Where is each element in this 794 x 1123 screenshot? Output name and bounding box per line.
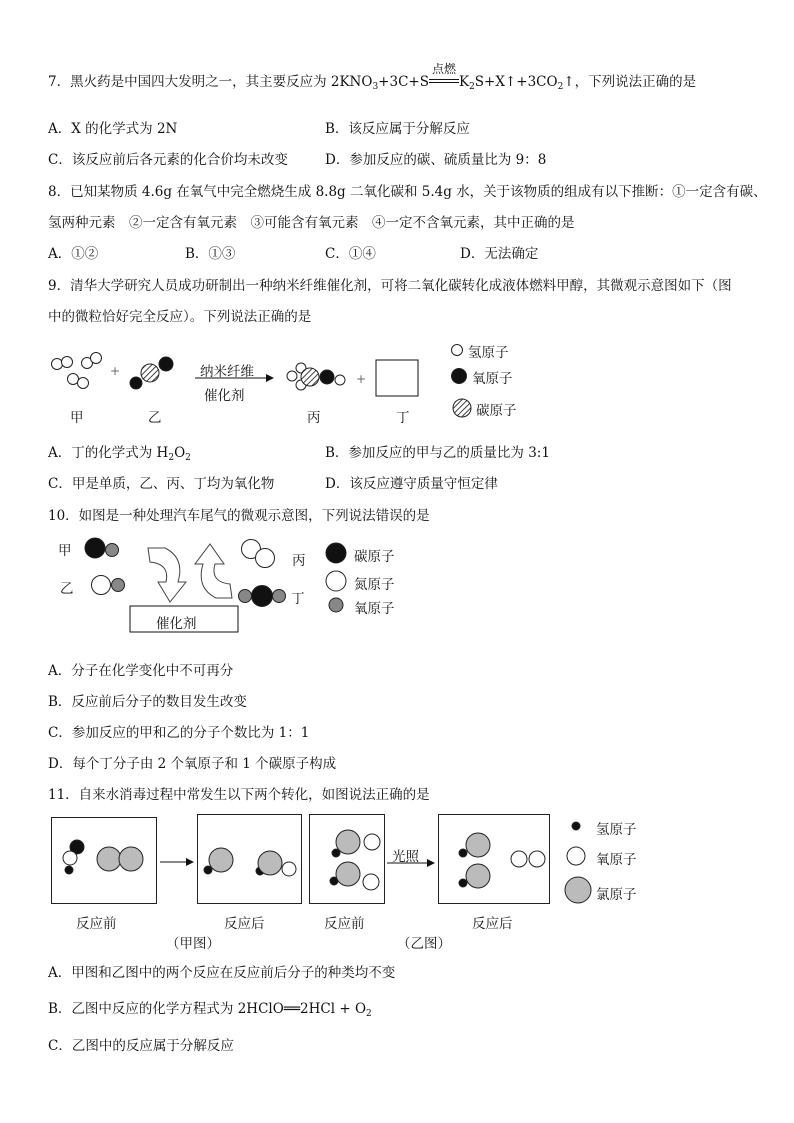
legend-oxygen-icon — [567, 847, 585, 865]
condition-label: 点燃 — [431, 62, 456, 76]
arrow-head — [186, 858, 194, 866]
q10-stem: 10．如图是一种处理汽车尾气的微观示意图，下列说法错误的是 — [48, 508, 430, 524]
q9-label-jia: 甲 — [70, 410, 84, 426]
q9-legend-hydrogen: 氢原子 — [468, 345, 509, 361]
q11-yi-before-molecules — [330, 830, 380, 890]
q7-stem-part: +3C+S — [378, 74, 429, 90]
q7-stem-part: S+X↑+3CO — [474, 74, 558, 90]
q11-light-label: 光照 — [392, 849, 419, 865]
q9-product-ding-box — [376, 360, 418, 396]
q10-label-yi: 乙 — [60, 581, 74, 597]
q7-stem-part: 7．黑火药是中国四大发明之一，其主要反应为 2KNO — [48, 74, 373, 90]
q10-product-ding — [239, 586, 286, 607]
q8-option-a: A．①② — [48, 246, 99, 262]
q10-reactant-jia — [85, 538, 119, 558]
ignite-condition — [429, 62, 459, 90]
q10-label-ding: 丁 — [291, 591, 305, 607]
q11-option-b — [48, 997, 372, 1019]
q9-catalyst-top: 纳米纤维 — [200, 364, 254, 380]
subscript: 2 — [366, 1009, 372, 1019]
q9-label-bing: 丙 — [307, 410, 321, 426]
q10-option-c: C．参加反应的甲和乙的分子个数比为 1：1 — [48, 725, 310, 741]
q9-option-c: C．甲是单质，乙、丙、丁均为氧化物 — [48, 476, 275, 492]
q7-stem-part: ↑，下列说法正确的是 — [563, 74, 697, 90]
q9-reactant-yi — [130, 357, 173, 389]
subscript: 3 — [372, 82, 379, 92]
legend-hydrogen-icon — [572, 822, 580, 830]
q11-after-2: 反应后 — [472, 916, 513, 932]
q10-catalyst-label: 催化剂 — [156, 616, 197, 632]
q8-option-d: D．无法确定 — [460, 246, 539, 262]
q10-option-b: B．反应前后分子的数目发生改变 — [48, 694, 247, 710]
q9-option-d: D．该反应遵守质量守恒定律 — [325, 476, 498, 492]
q9-product-bing — [287, 363, 345, 390]
q10-product-bing — [242, 540, 275, 568]
q10-legend-oxygen: 氧原子 — [354, 601, 395, 617]
q9-stem-line1: 9．清华大学研究人员成功研制出一种纳米纤维催化剂，可将二氧化碳转化成液体燃料甲醇，其微观示意图如下（图 — [48, 278, 732, 294]
q7-option-d: D．参加反应的碳、硫质量比为 9：8 — [325, 152, 547, 168]
q10-label-jia: 甲 — [58, 543, 72, 559]
legend-nitrogen-icon — [326, 571, 346, 591]
q9-legend-carbon: 碳原子 — [476, 403, 517, 419]
q9-label-ding: 丁 — [396, 410, 410, 426]
curved-arrow-icon — [195, 544, 232, 598]
plus-sign: + — [356, 372, 367, 386]
q11-jia-before-molecules — [63, 840, 143, 874]
arrow-head — [427, 859, 435, 867]
q11-caption-jia: （甲图） — [166, 936, 220, 952]
q10-option-a: A．分子在化学变化中不可再分 — [48, 663, 234, 679]
curved-arrow-icon — [148, 548, 186, 602]
q9-stem-line2: 中的微粒恰好完全反应）。下列说法正确的是 — [48, 309, 312, 325]
q11-stem: 11．自来水消毒过程中常发生以下两个转化，如图说法正确的是 — [48, 787, 430, 803]
q10-label-bing: 丙 — [292, 553, 306, 569]
q9-option-a — [48, 441, 191, 463]
q8-option-b: B．①③ — [185, 246, 236, 262]
q11-legend-oxygen: 氧原子 — [596, 852, 637, 868]
q8-stem-line1: 8．已知某物质 4.6g 在氧气中完全燃烧生成 8.8g 二氧化碳和 5.4g 水，关于该物质的组成有以下推断：①一定含有碳、 — [48, 184, 767, 200]
legend-carbon-icon — [326, 543, 346, 563]
q9-option-a-text: O — [174, 445, 186, 461]
q7-option-b: B．该反应属于分解反应 — [325, 121, 470, 137]
q11-legend-chlorine: 氯原子 — [596, 887, 637, 903]
q11-caption-yi: （乙图） — [397, 936, 451, 952]
q11-jia-after-molecules — [204, 848, 296, 876]
legend-oxygen-icon — [329, 598, 343, 612]
q7-option-a: A．X 的化学式为 2N — [48, 121, 178, 137]
q9-label-yi: 乙 — [148, 410, 162, 426]
q10-reactant-yi — [92, 576, 125, 595]
q11-option-b-text: B．乙图中反应的化学方程式为 2HClO══2HCl + O — [48, 1001, 367, 1017]
subscript: 2 — [469, 82, 475, 92]
q11-legend-hydrogen: 氢原子 — [596, 822, 637, 838]
plus-sign: + — [110, 364, 121, 378]
q10-diagram — [0, 530, 794, 640]
q10-legend-nitrogen: 氮原子 — [354, 577, 395, 593]
legend-hydrogen-icon — [452, 345, 463, 356]
q10-option-d: D．每个丁分子由 2 个氧原子和 1 个碳原子构成 — [48, 756, 337, 772]
subscript: 2 — [168, 453, 175, 463]
q9-legend-oxygen: 氧原子 — [472, 371, 513, 387]
q8-stem-line2: 氢两种元素 ②一定含有氧元素 ③可能含有氧元素 ④一定不含氧元素，其中正确的是 — [48, 215, 575, 231]
q11-after-1: 反应后 — [224, 916, 265, 932]
subscript: 2 — [185, 453, 191, 463]
q9-option-a-text: A．丁的化学式为 H — [48, 445, 169, 461]
q9-diagram — [0, 335, 794, 445]
q11-before-1: 反应前 — [76, 916, 117, 932]
legend-carbon-icon — [453, 399, 471, 417]
q8-option-c: C．①④ — [325, 246, 376, 262]
q7-stem — [48, 62, 697, 92]
legend-oxygen-icon — [452, 369, 467, 384]
q11-before-2: 反应前 — [324, 916, 365, 932]
q9-option-b: B．参加反应的甲与乙的质量比为 3:1 — [325, 445, 550, 461]
q11-yi-after-molecules — [459, 833, 545, 888]
q9-catalyst-bottom: 催化剂 — [204, 388, 245, 404]
subscript: 2 — [557, 82, 564, 92]
arrow-head — [266, 374, 274, 382]
q10-legend-carbon: 碳原子 — [354, 549, 395, 565]
q7-option-c: C．该反应前后各元素的化合价均未改变 — [48, 152, 288, 168]
q11-option-c: C．乙图中的反应属于分解反应 — [48, 1038, 234, 1054]
q11-option-a: A．甲图和乙图中的两个反应在反应前后分子的种类均不变 — [48, 965, 396, 981]
q7-stem-part: K — [458, 74, 470, 90]
legend-chlorine-icon — [565, 877, 591, 903]
q9-reactant-jia — [52, 353, 102, 389]
